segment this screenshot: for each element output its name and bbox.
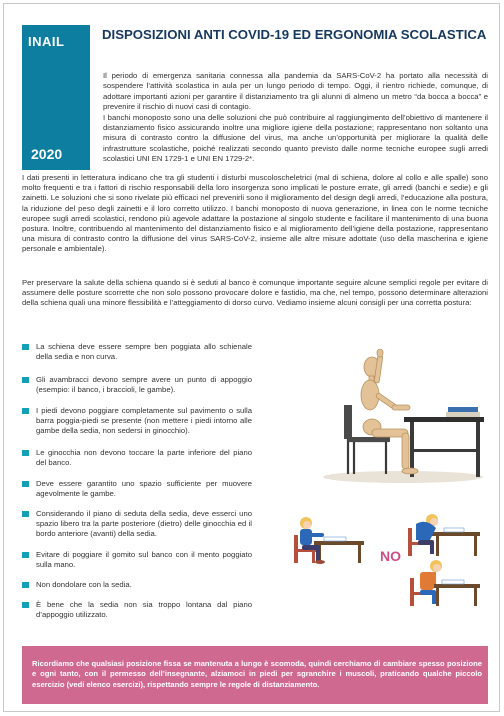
- bullet-icon: [22, 481, 29, 487]
- bullet-icon: [22, 582, 29, 588]
- tip-text: Gli avambracci devono sempre avere un punto di appoggio (esempio: il banco, i braccioli, le gambe).: [36, 375, 252, 395]
- bullet-icon: [22, 408, 29, 414]
- incorrect-posture-illustration: [402, 510, 484, 608]
- tip-text: Le ginocchia non devono toccare la parte inferiore del piano del banco.: [36, 448, 252, 468]
- tip-text: Evitare di poggiare il gomito sul banco con il mento poggiato sulla mano.: [36, 550, 252, 570]
- no-label: NO: [380, 548, 401, 564]
- bullet-icon: [22, 552, 29, 558]
- bullet-icon: [22, 377, 29, 383]
- body-paragraph-2: Per preservare la salute della schiena quando si è seduti al banco è comunque importante seguire alcune semplici regole per evitare di assumere delle posture scorrette che non solo possono provocare dolore e fastidio, ma che, nel tempo, possono determinare alterazioni della schiena quali una minore flessibilità e l’atteggiamento di dorso curvo. Vediamo insieme alcuni consigli per una corretta postura:: [22, 278, 488, 308]
- footer-banner: [22, 646, 488, 704]
- tip-text: Non dondolare con la sedia.: [36, 580, 132, 589]
- body-paragraph-1: I dati presenti in letteratura indicano che tra gli studenti i disturbi muscoloscheletrici (mal di schiena, dolore al collo e alle spalle) sono molto frequenti e tra i fattori di rischio responsabili della loro insorgenza sono implicati le posture errate, gli arredi (banchi e sedie) e gli zainetti. Le soluzioni che si sono rivelate più efficaci nel prevenirli sono il miglioramento del design degli arredi, l’educazione alla postura, la riduzione del peso degli zainetti e il loro corretto utilizzo. I banchi monoposto di nuova generazione, in linea con le norme tecniche europee sugli arredi scolastici, rendono più agevole adattare la postazione al singolo studente e facilitare il mantenimento di una buona postura. Inoltre, contribuendo al mantenimento del distanziamento fisico e al miglioramento dell’igiene della postazione, rappresentano una misura di contrasto contro la diffusione del virus SARS-CoV-2, insieme alle altre misure adottate (uso della mascherina e igiene personale e ambientale).: [22, 173, 488, 254]
- footer-text: Ricordiamo che qualsiasi posizione fissa se mantenuta a lungo è scomoda, quindi cerchiamo di cambiare spesso posizione e ogni tanto, con il permesso dell’insegnante, alziamoci in piedi per sgranchire i muscoli, praticando qualche piccolo esercizio (vedi elenco esercizi), rispettando sempre le regole di distanziamento.: [32, 659, 482, 689]
- intro-paragraph-1: Il periodo di emergenza sanitaria connessa alla pandemia da SARS-CoV-2 ha portato alla necessità di sospendere l’attività scolastica in aula per un lungo periodo di tempo. Oggi, il rientro richiede, comunque, di adottare importanti azioni per garantire il distanziamento tra gli alunni di almeno un metro “da bocca a bocca” e prevenire il rischio di nuovi casi di contagio.: [103, 71, 488, 112]
- mannequin-at-desk-illustration: [318, 349, 488, 485]
- tip-text: Deve essere garantito uno spazio sufficiente per muovere agevolmente le gambe.: [36, 479, 252, 499]
- tip-text: È bene che la sedia non sia troppo lontana dal piano d’appoggio utilizzato.: [36, 600, 252, 620]
- page-title: DISPOSIZIONI ANTI COVID-19 ED ERGONOMIA SCOLASTICA: [102, 27, 487, 42]
- tip-text: I piedi devono poggiare completamente sul pavimento o sulla barra poggia-piedi se presente (non mettere i piedi intorno alle gambe della sedia, non sedersi in ginocchio).: [36, 406, 252, 436]
- inail-logo: INAIL: [28, 34, 65, 49]
- correct-posture-illustration: [290, 515, 372, 565]
- bullet-icon: [22, 511, 29, 517]
- brand-sidebar: [22, 25, 90, 170]
- year-label: 2020: [31, 146, 63, 162]
- bullet-icon: [22, 602, 29, 608]
- tip-text: Considerando il piano di seduta della sedia, deve esserci uno spazio libero tra la parte posteriore (dietro) delle ginocchia ed il bordo anteriore (avanti) della sedia.: [36, 509, 252, 539]
- bullet-icon: [22, 450, 29, 456]
- bullet-icon: [22, 344, 29, 350]
- tip-text: La schiena deve essere sempre ben poggiata allo schienale della sedia e non curva.: [36, 342, 252, 362]
- intro-text: [103, 71, 488, 165]
- intro-paragraph-2: I banchi monoposto sono una delle soluzioni che può contribuire al raggiungimento dell’obiettivo di mantenere il distanziamento fisico assicurando inoltre una migliore igiene della postazione; rappresentano non soltanto una misura di contrasto contro la diffusione del virus, ma anche un’opportunità per migliorare la qualità delle infrastrutture scolastiche, poiché realizzati secondo quanto previsto dalle norme tecniche europee sugli arredi scolastici UNI EN 1729-1 e UNI EN 1729-2*.: [103, 112, 488, 164]
